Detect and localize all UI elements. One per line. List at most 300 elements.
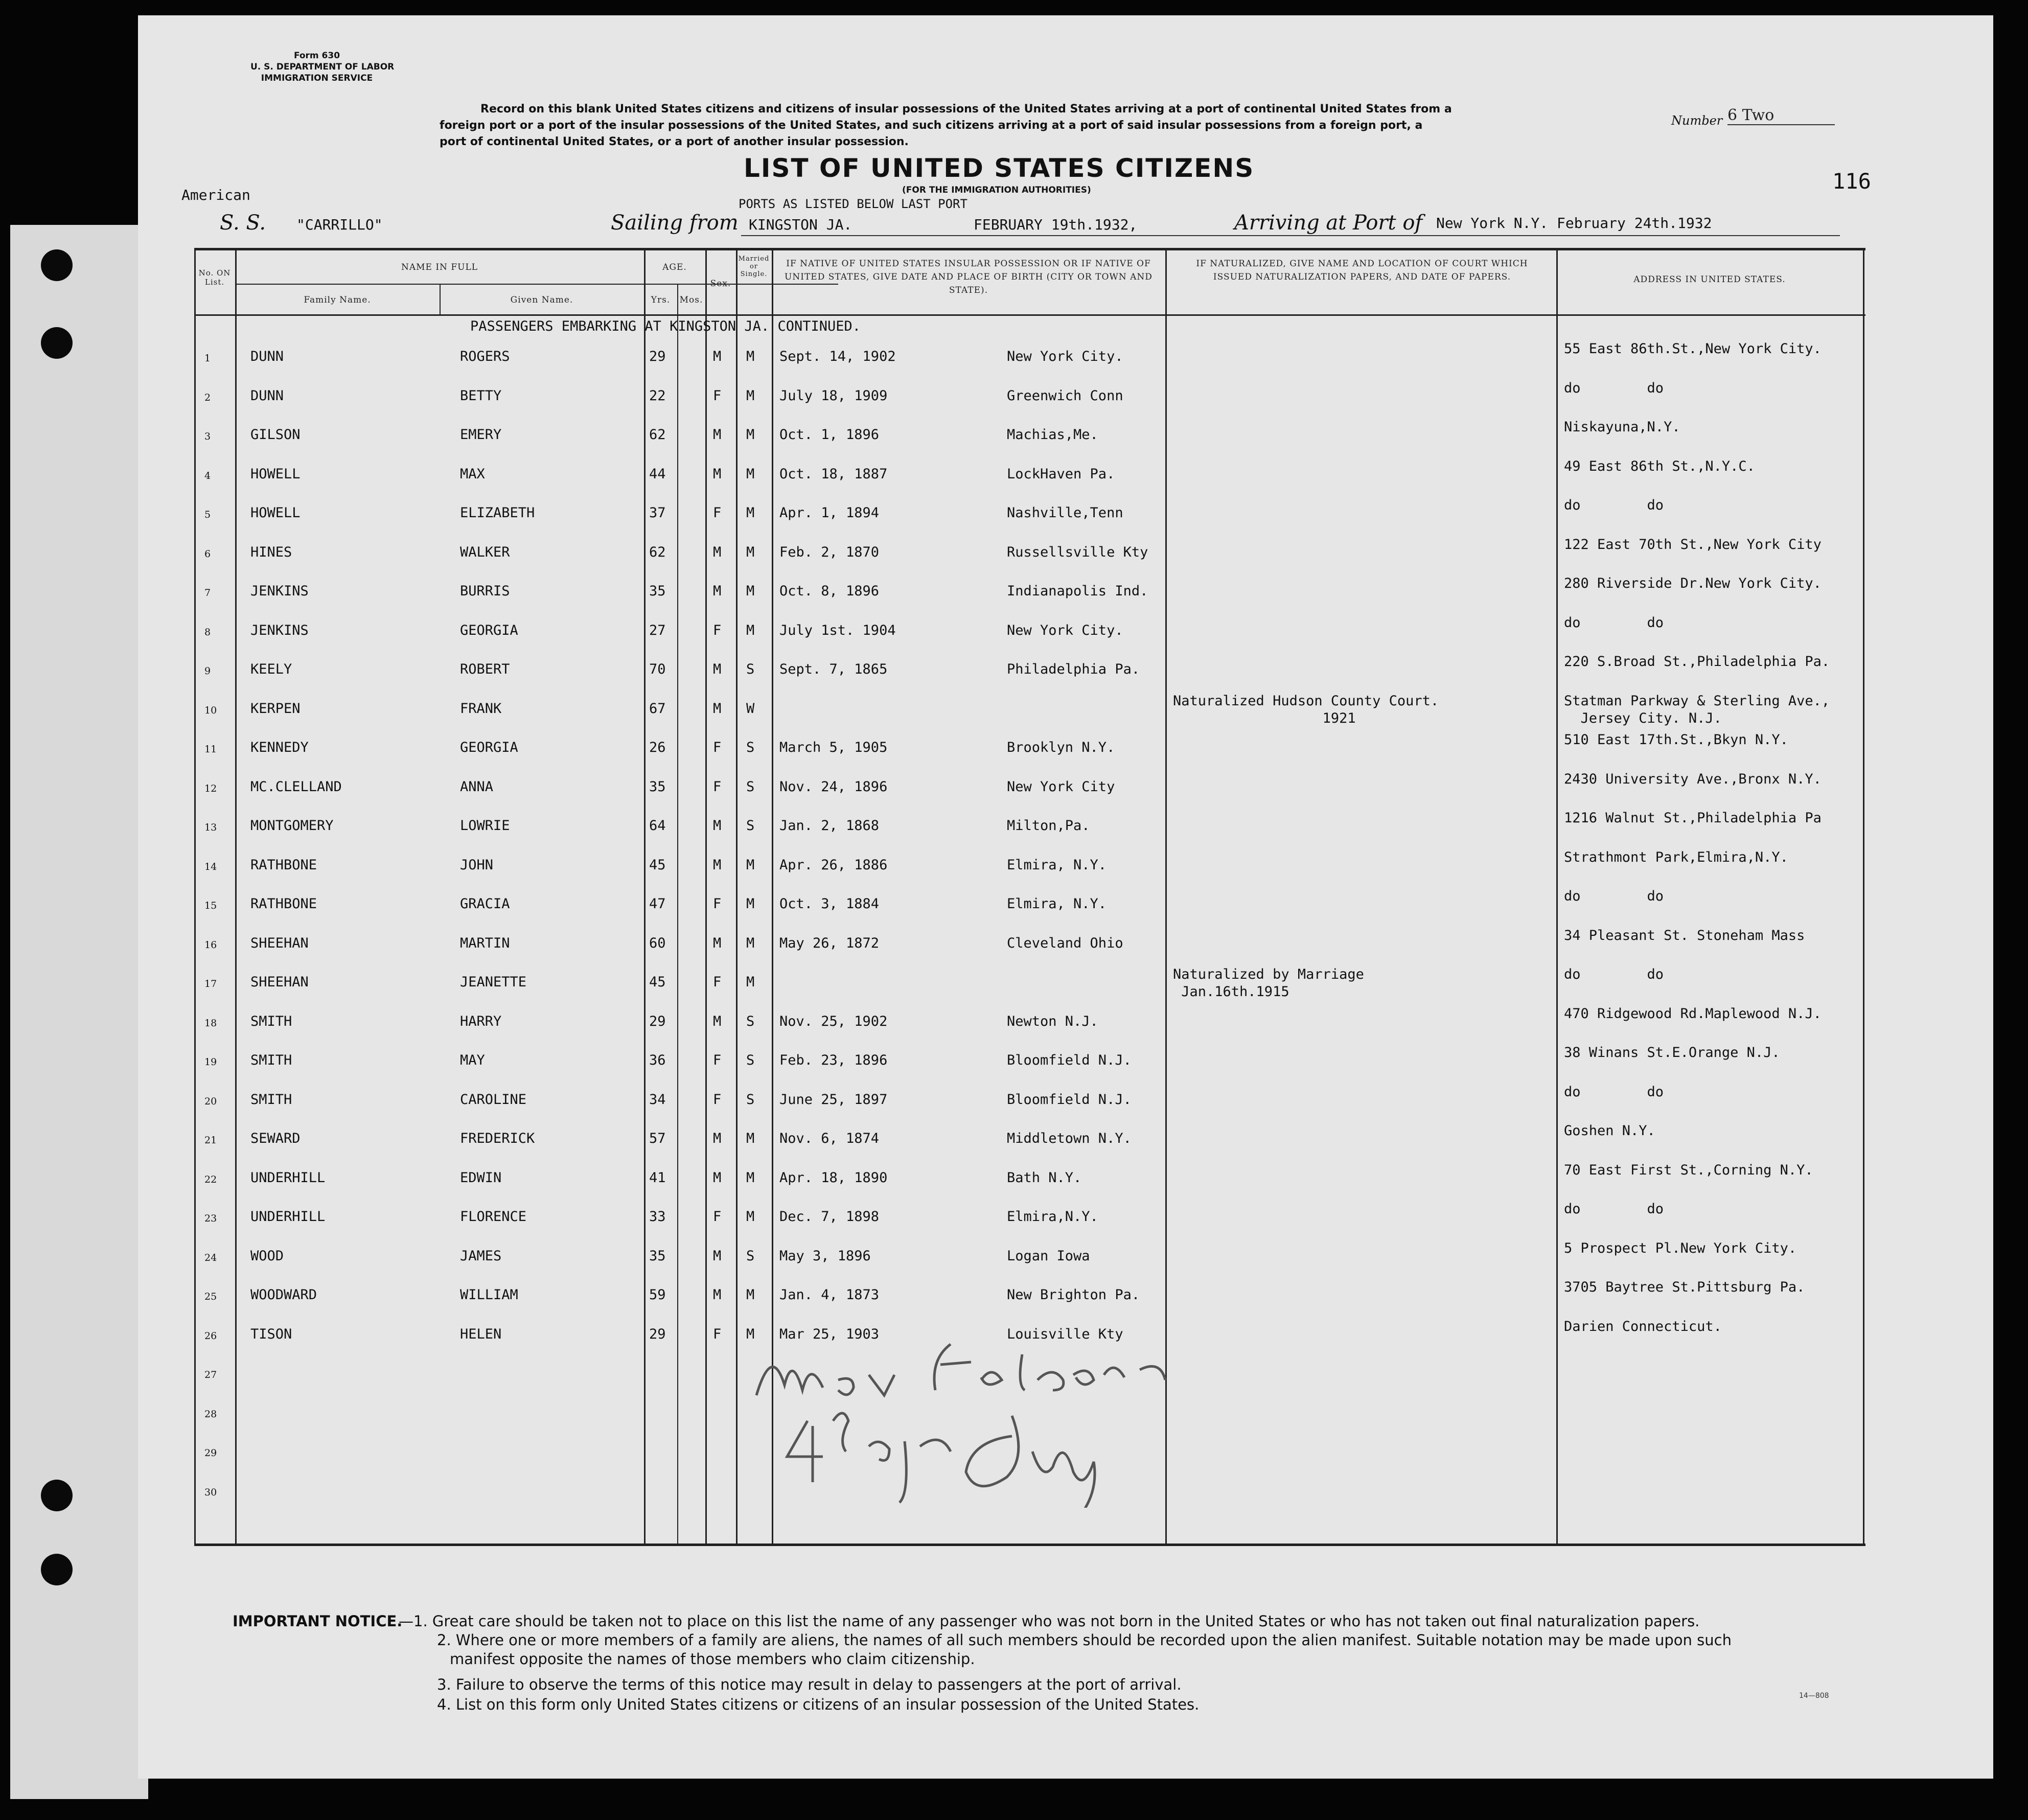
age-years: 34 — [649, 1091, 666, 1108]
birth-date: March 5, 1905 — [779, 740, 888, 755]
row-number: 6 — [204, 548, 211, 560]
row-number: 30 — [204, 1486, 217, 1498]
sex: M — [713, 700, 722, 717]
instruction-line: Record on this blank United States citizens and citizens of insular possessions of the United States arriving at a port of continental United States from a — [480, 103, 1452, 116]
given-name: MAY — [460, 1052, 485, 1068]
notice-item: 2. Where one or more members of a family are aliens, the names of all such members should be recorded upon the alien manifest. Suitable notation may be made upon such — [437, 1631, 1732, 1649]
marital-status: M — [746, 349, 755, 364]
header-given-name: Given Name. — [510, 295, 573, 305]
sex: M — [713, 1169, 722, 1186]
family-name: SEWARD — [250, 1131, 301, 1146]
age-years: 27 — [649, 622, 666, 638]
birth-date: Apr. 18, 1890 — [779, 1169, 888, 1186]
table-row — [194, 337, 1865, 376]
marital-status: M — [746, 427, 755, 443]
row-number: 16 — [204, 939, 217, 951]
marital-status: M — [746, 896, 755, 912]
us-address: 122 East 70th St.,New York City — [1564, 536, 1822, 552]
family-name: SMITH — [250, 1091, 292, 1108]
us-address: do do — [1564, 966, 1664, 982]
age-years: 62 — [649, 544, 666, 560]
continued-note: PASSENGERS EMBARKING AT KINGSTON JA. CONTINUED. — [470, 318, 861, 334]
given-name: JAMES — [460, 1248, 502, 1264]
birth-place: Newton N.J. — [1007, 1013, 1098, 1029]
given-name: MARTIN — [460, 935, 510, 951]
row-number: 18 — [204, 1017, 217, 1029]
nationality-label: American — [181, 187, 250, 203]
birth-date: Apr. 26, 1886 — [779, 857, 888, 873]
sex: M — [713, 349, 722, 364]
birth-date: Oct. 3, 1884 — [779, 896, 880, 912]
sex: M — [713, 544, 722, 560]
birth-place: Philadelphia Pa. — [1007, 661, 1140, 677]
birth-place: Logan Iowa — [1007, 1248, 1090, 1264]
family-name: RATHBONE — [250, 857, 317, 873]
age-years: 45 — [649, 974, 666, 990]
table-row — [194, 728, 1865, 767]
us-address: 3705 Baytree St.Pittsburg Pa. — [1564, 1279, 1805, 1295]
birth-place: Cleveland Ohio — [1007, 935, 1123, 951]
birth-place: Louisville Kty — [1007, 1326, 1123, 1342]
header-mos: Mos. — [679, 295, 703, 305]
row-number: 11 — [204, 744, 217, 755]
marital-status: S — [746, 1091, 755, 1108]
given-name: ANNA — [460, 778, 494, 795]
birth-date: Apr. 1, 1894 — [779, 505, 880, 521]
page-subtitle: (FOR THE IMMIGRATION AUTHORITIES) — [902, 185, 1091, 195]
age-years: 67 — [649, 700, 666, 717]
us-address: Strathmont Park,Elmira,N.Y. — [1564, 849, 1788, 865]
marital-status: M — [746, 857, 755, 873]
given-name: FRANK — [460, 700, 502, 717]
us-address: 55 East 86th.St.,New York City. — [1564, 341, 1822, 357]
marital-status: M — [746, 583, 755, 599]
birth-date: Sept. 7, 1865 — [779, 661, 888, 677]
form-number: Form 630 — [293, 51, 340, 61]
table-row — [194, 1197, 1865, 1236]
sex: F — [713, 387, 722, 404]
us-address: Statman Parkway & Sterling Ave., Jersey City. N.J. — [1564, 693, 1830, 726]
notice-item: 4. List on this form only United States citizens or citizens of an insular possession of the United States. — [437, 1696, 1200, 1713]
table-row — [194, 807, 1865, 845]
header-birth: IF NATIVE OF UNITED STATES INSULAR POSSESSION OR IF NATIVE OF UNITED STATES, GIVE DATE AND PLACE OF BIRTH (CITY OR TOWN AND STATE). — [785, 259, 1153, 295]
birth-date: Oct. 1, 1896 — [779, 427, 880, 443]
header-bottom-rule — [194, 314, 1865, 316]
sex: M — [713, 818, 722, 834]
age-years: 41 — [649, 1169, 666, 1186]
table-row — [194, 768, 1865, 807]
row-number: 9 — [204, 665, 211, 677]
given-name: CAROLINE — [460, 1091, 527, 1108]
birth-place: Nashville,Tenn — [1007, 505, 1123, 521]
row-number: 25 — [204, 1291, 217, 1302]
marital-status: M — [746, 505, 755, 521]
punch-hole — [41, 1480, 73, 1511]
header-name-in-full: NAME IN FULL — [401, 262, 478, 272]
birth-date: May 3, 1896 — [779, 1248, 871, 1264]
row-number: 22 — [204, 1173, 217, 1185]
table-row — [194, 1159, 1865, 1197]
row-number: 23 — [204, 1213, 217, 1224]
table-row — [194, 1080, 1865, 1119]
marital-status: M — [746, 466, 755, 482]
table-row — [194, 1119, 1865, 1158]
handwritten-signature — [736, 1324, 1257, 1508]
table-bottom-rule — [194, 1543, 1865, 1546]
birth-place: Bloomfield N.J. — [1007, 1052, 1132, 1068]
given-name: LOWRIE — [460, 818, 510, 834]
birth-date: July 1st. 1904 — [779, 622, 896, 638]
us-address: Darien Connecticut. — [1564, 1318, 1722, 1334]
punch-hole — [41, 327, 73, 359]
birth-date: Mar 25, 1903 — [779, 1326, 880, 1342]
table-row — [194, 455, 1865, 494]
given-name: BETTY — [460, 387, 502, 404]
table-row — [194, 416, 1865, 454]
sex: F — [713, 1091, 722, 1108]
punch-hole — [41, 1554, 73, 1585]
department-label: U. S. DEPARTMENT OF LABOR — [250, 62, 395, 72]
table-row — [194, 611, 1865, 650]
notice-item: —1. Great care should be taken not to place on this list the name of any passenger who was not born in the United States or who has not taken out final naturalization papers. — [399, 1612, 1700, 1630]
instruction-line: port of continental United States, or a port of another insular possession. — [440, 135, 909, 148]
row-number: 26 — [204, 1330, 217, 1342]
sex: F — [713, 896, 722, 912]
given-name: WALKER — [460, 544, 510, 560]
given-name: MAX — [460, 466, 485, 482]
given-name: ROGERS — [460, 349, 510, 364]
sex: F — [713, 778, 722, 795]
row-number: 20 — [204, 1095, 217, 1107]
age-years: 36 — [649, 1052, 666, 1068]
given-name: WILLIAM — [460, 1287, 518, 1303]
us-address: 510 East 17th.St.,Bkyn N.Y. — [1564, 732, 1788, 748]
family-name: JENKINS — [250, 583, 309, 599]
age-years: 33 — [649, 1209, 666, 1225]
family-name: GILSON — [250, 427, 301, 443]
age-years: 70 — [649, 661, 666, 677]
birth-date: June 25, 1897 — [779, 1091, 888, 1108]
table-row — [194, 572, 1865, 611]
table-row — [194, 689, 1865, 728]
us-address: Goshen N.Y. — [1564, 1123, 1655, 1139]
birth-place: New York City. — [1007, 622, 1123, 638]
table-row — [194, 1002, 1865, 1041]
family-name: SMITH — [250, 1052, 292, 1068]
birth-place: Middletown N.Y. — [1007, 1131, 1132, 1146]
row-number: 8 — [204, 626, 211, 638]
family-name: SMITH — [250, 1013, 292, 1029]
us-address: 5 Prospect Pl.New York City. — [1564, 1240, 1797, 1256]
marital-status: S — [746, 740, 755, 755]
sex: F — [713, 1052, 722, 1068]
birth-date: Jan. 2, 1868 — [779, 818, 880, 834]
birth-date: Sept. 14, 1902 — [779, 349, 896, 364]
table-row — [194, 1276, 1865, 1315]
us-address: 280 Riverside Dr.New York City. — [1564, 575, 1822, 591]
header-address: ADDRESS IN UNITED STATES. — [1633, 274, 1786, 285]
arriving-label: Arriving at Port of — [1234, 211, 1423, 235]
given-name: EMERY — [460, 427, 502, 443]
birth-date: Nov. 6, 1874 — [779, 1131, 880, 1146]
us-address: do do — [1564, 380, 1664, 396]
marital-status: M — [746, 935, 755, 951]
birth-place: New Brighton Pa. — [1007, 1287, 1140, 1303]
form-id-block — [250, 50, 395, 84]
age-years: 29 — [649, 349, 666, 364]
us-address: 34 Pleasant St. Stoneham Mass — [1564, 927, 1805, 943]
instructions-block — [440, 101, 1452, 150]
given-name: ELIZABETH — [460, 505, 535, 521]
instruction-line: foreign port or a port of the insular possessions of the United States, and such citizens arriving at a port of said insular possessions from a foreign port, a — [440, 119, 1423, 132]
birth-place: Greenwich Conn — [1007, 387, 1123, 404]
birth-date: Feb. 23, 1896 — [779, 1052, 888, 1068]
marital-status: S — [746, 818, 755, 834]
row-number: 17 — [204, 978, 217, 989]
number-value: 6 Two — [1727, 106, 1835, 125]
row-number: 4 — [204, 470, 211, 481]
family-name: KENNEDY — [250, 740, 309, 755]
sex: M — [713, 466, 722, 482]
age-years: 44 — [649, 466, 666, 482]
age-years: 37 — [649, 505, 666, 521]
sex: M — [713, 1131, 722, 1146]
row-number: 19 — [204, 1056, 217, 1068]
header-yrs: Yrs. — [651, 295, 671, 305]
sex: M — [713, 857, 722, 873]
table-row — [194, 377, 1865, 416]
table-row — [194, 924, 1865, 963]
sex: M — [713, 661, 722, 677]
marital-status: M — [746, 1131, 755, 1146]
number-label: Number — [1671, 113, 1723, 128]
given-name: HELEN — [460, 1326, 502, 1342]
row-number: 2 — [204, 391, 211, 403]
birth-date: Jan. 4, 1873 — [779, 1287, 880, 1303]
row-number: 12 — [204, 782, 217, 794]
birth-place: Bloomfield N.J. — [1007, 1091, 1132, 1108]
family-name: KEELY — [250, 661, 292, 677]
birth-place: Machias,Me. — [1007, 427, 1098, 443]
family-name: JENKINS — [250, 622, 309, 638]
marital-status: M — [746, 1326, 755, 1342]
family-name: DUNN — [250, 387, 284, 404]
family-name: HOWELL — [250, 505, 301, 521]
marital-status: M — [746, 544, 755, 560]
row-number: 3 — [204, 431, 211, 442]
header-no: No. ON List. — [198, 268, 231, 287]
birth-place: Brooklyn N.Y. — [1007, 740, 1115, 755]
marital-status: S — [746, 1013, 755, 1029]
family-name: RATHBONE — [250, 896, 317, 912]
adjacent-page-edge — [10, 225, 148, 1799]
marital-status: M — [746, 1287, 755, 1303]
row-number: 27 — [204, 1369, 217, 1380]
notice-label: IMPORTANT NOTICE. — [233, 1612, 403, 1630]
sex: M — [713, 1287, 722, 1303]
birth-place: Indianapolis Ind. — [1007, 583, 1148, 599]
row-number: 28 — [204, 1408, 217, 1420]
page-title: LIST OF UNITED STATES CITIZENS — [744, 153, 1255, 183]
table-row — [194, 650, 1865, 689]
age-years: 59 — [649, 1287, 666, 1303]
family-name: MC.CLELLAND — [250, 778, 342, 795]
age-years: 22 — [649, 387, 666, 404]
us-address: do do — [1564, 888, 1664, 904]
family-name: SHEEHAN — [250, 935, 309, 951]
table-row — [194, 963, 1865, 1002]
sex: F — [713, 740, 722, 755]
birth-place: Russellsville Kty — [1007, 544, 1148, 560]
family-name: DUNN — [250, 349, 284, 364]
birth-date: July 18, 1909 — [779, 387, 888, 404]
ports-note: PORTS AS LISTED BELOW LAST PORT — [739, 197, 967, 211]
birth-place: Bath N.Y. — [1007, 1169, 1082, 1186]
table-row — [194, 846, 1865, 885]
header-sex: Sex. — [710, 279, 731, 289]
sex: M — [713, 1013, 722, 1029]
row-number: 24 — [204, 1252, 217, 1263]
family-name: KERPEN — [250, 700, 301, 717]
age-years: 35 — [649, 1248, 666, 1264]
birth-date: Dec. 7, 1898 — [779, 1209, 880, 1225]
age-years: 26 — [649, 740, 666, 755]
given-name: FREDERICK — [460, 1131, 535, 1146]
row-number: 21 — [204, 1135, 217, 1146]
sex: M — [713, 935, 722, 951]
naturalization-info: Naturalized Hudson County Court. 1921 — [1173, 693, 1439, 726]
marital-status: S — [746, 778, 755, 795]
us-address: 1216 Walnut St.,Philadelphia Pa — [1564, 810, 1822, 826]
birth-place: New York City — [1007, 778, 1115, 795]
sex: M — [713, 427, 722, 443]
us-address: do do — [1564, 614, 1664, 631]
arrival-info: New York N.Y. February 24th.1932 — [1436, 215, 1712, 232]
birth-place: Elmira, N.Y. — [1007, 857, 1107, 873]
family-name: SHEEHAN — [250, 974, 309, 990]
us-address: 49 East 86th St.,N.Y.C. — [1564, 458, 1755, 474]
row-number: 13 — [204, 822, 217, 833]
birth-place: Elmira, N.Y. — [1007, 896, 1107, 912]
naturalization-info: Naturalized by Marriage Jan.16th.1915 — [1173, 966, 1364, 1000]
marital-status: M — [746, 1209, 755, 1225]
row-number: 10 — [204, 704, 217, 716]
sex: M — [713, 583, 722, 599]
family-name: UNDERHILL — [250, 1209, 326, 1225]
header-married: Married or Single. — [738, 255, 770, 278]
age-years: 29 — [649, 1326, 666, 1342]
birth-place: Milton,Pa. — [1007, 818, 1090, 834]
us-address: do do — [1564, 497, 1664, 513]
notice-item: manifest opposite the names of those members who claim citizenship. — [450, 1650, 975, 1668]
sailing-date: FEBRUARY 19th.1932, — [974, 216, 1138, 233]
birth-place: Elmira,N.Y. — [1007, 1209, 1098, 1225]
sex: F — [713, 1209, 722, 1225]
marital-status: S — [746, 1052, 755, 1068]
row-number: 1 — [204, 353, 211, 364]
age-years: 35 — [649, 583, 666, 599]
marital-status: W — [746, 700, 755, 717]
table-row — [194, 1237, 1865, 1276]
age-years: 35 — [649, 778, 666, 795]
ship-name: "CARRILLO" — [296, 216, 383, 233]
age-years: 60 — [649, 935, 666, 951]
row-number: 29 — [204, 1447, 217, 1459]
marital-status: M — [746, 1169, 755, 1186]
age-years: 45 — [649, 857, 666, 873]
family-name: HOWELL — [250, 466, 301, 482]
subheader-rule — [235, 284, 838, 285]
us-address: Niskayuna,N.Y. — [1564, 419, 1680, 435]
row-number: 7 — [204, 587, 211, 598]
birth-place: LockHaven Pa. — [1007, 466, 1115, 482]
given-name: JEANETTE — [460, 974, 527, 990]
table-row — [194, 533, 1865, 572]
family-name: WOODWARD — [250, 1287, 317, 1303]
birth-date: May 26, 1872 — [779, 935, 880, 951]
row-number: 14 — [204, 861, 217, 872]
notice-item: 3. Failure to observe the terms of this notice may result in delay to passengers at the port of arrival. — [437, 1676, 1182, 1693]
family-name: UNDERHILL — [250, 1169, 326, 1186]
given-name: HARRY — [460, 1013, 502, 1029]
page-number: 116 — [1832, 169, 1871, 194]
table-row — [194, 494, 1865, 533]
given-name: BURRIS — [460, 583, 510, 599]
table-row — [194, 885, 1865, 924]
birth-date: Feb. 2, 1870 — [779, 544, 880, 560]
birth-place: New York City. — [1007, 349, 1123, 364]
marital-status: M — [746, 387, 755, 404]
table-row — [194, 1041, 1865, 1080]
given-name: JOHN — [460, 857, 494, 873]
us-address: 70 East First St.,Corning N.Y. — [1564, 1162, 1813, 1178]
punch-hole — [41, 249, 73, 281]
sex: F — [713, 505, 722, 521]
family-name: HINES — [250, 544, 292, 560]
sex: F — [713, 1326, 722, 1342]
birth-date: Oct. 8, 1896 — [779, 583, 880, 599]
table-top-rule — [194, 248, 1865, 250]
service-label: IMMIGRATION SERVICE — [261, 73, 373, 83]
family-name: WOOD — [250, 1248, 284, 1264]
marital-status: M — [746, 622, 755, 638]
given-name: FLORENCE — [460, 1209, 527, 1225]
print-code: 14—808 — [1799, 1692, 1829, 1700]
family-name: TISON — [250, 1326, 292, 1342]
header-family-name: Family Name. — [304, 295, 371, 305]
us-address: 470 Ridgewood Rd.Maplewood N.J. — [1564, 1005, 1822, 1022]
birth-date: Nov. 24, 1896 — [779, 778, 888, 795]
marital-status: S — [746, 1248, 755, 1264]
given-name: GEORGIA — [460, 740, 518, 755]
birth-date: Nov. 25, 1902 — [779, 1013, 888, 1029]
sex: F — [713, 622, 722, 638]
row-number: 5 — [204, 509, 211, 520]
age-years: 47 — [649, 896, 666, 912]
given-name: ROBERT — [460, 661, 510, 677]
age-years: 57 — [649, 1131, 666, 1146]
sex: F — [713, 974, 722, 990]
age-years: 64 — [649, 818, 666, 834]
given-name: EDWIN — [460, 1169, 502, 1186]
sex: M — [713, 1248, 722, 1264]
us-address: do do — [1564, 1084, 1664, 1100]
us-address: 2430 University Ave.,Bronx N.Y. — [1564, 771, 1822, 787]
marital-status: M — [746, 974, 755, 990]
header-underline — [741, 235, 1840, 236]
family-name: MONTGOMERY — [250, 818, 334, 834]
row-number: 15 — [204, 900, 217, 911]
